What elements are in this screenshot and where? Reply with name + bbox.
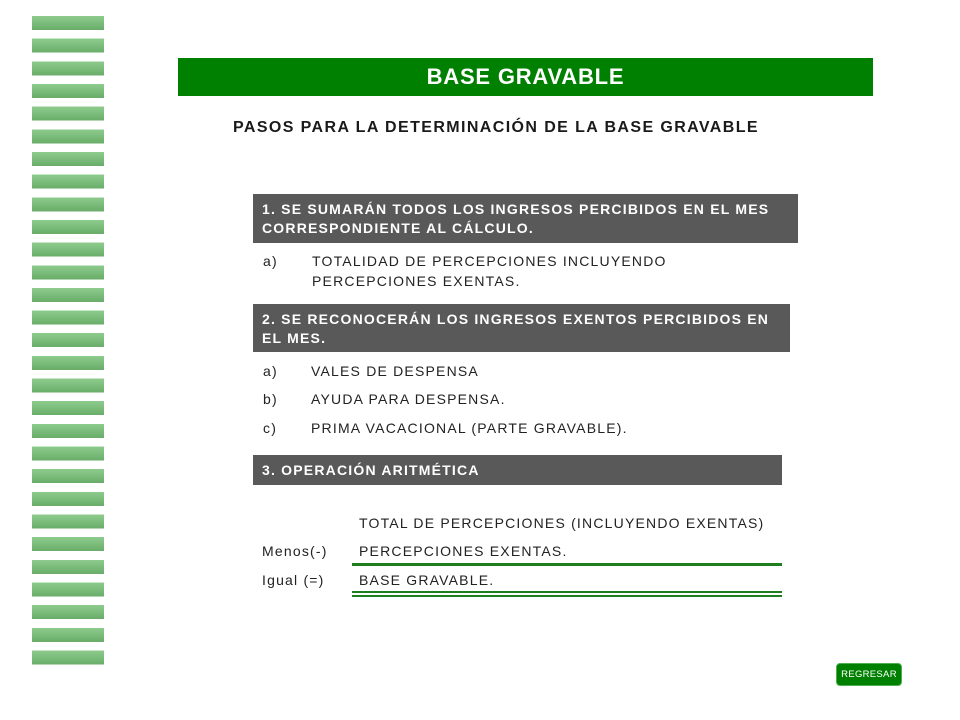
operation-minus-operator: Menos(-) bbox=[262, 543, 328, 559]
step-2-item-c-text: PRIMA VACACIONAL (PARTE GRAVABLE). bbox=[311, 420, 628, 436]
step-2-item-c-marker: c) bbox=[263, 420, 278, 436]
step-1-item-a-marker: a) bbox=[263, 253, 278, 269]
step-2-item-a-marker: a) bbox=[263, 363, 278, 379]
operation-minus-text: PERCEPCIONES EXENTAS. bbox=[359, 543, 568, 559]
step-2-header bbox=[253, 304, 790, 352]
back-button[interactable] bbox=[836, 663, 902, 686]
step-3-heading: 3. OPERACIÓN ARITMÉTICA bbox=[262, 462, 480, 478]
step-2-item-b-text: AYUDA PARA DESPENSA. bbox=[311, 391, 506, 407]
subtraction-rule bbox=[352, 563, 782, 566]
title-bar bbox=[178, 58, 873, 96]
step-1-item-a-text: TOTALIDAD DE PERCEPCIONES INCLUYENDO PERCEPCIONES EXENTAS. bbox=[312, 253, 667, 289]
operation-equals-operator: Igual (=) bbox=[262, 572, 325, 588]
step-2-item-a-text: VALES DE DESPENSA bbox=[311, 363, 479, 379]
page-title: BASE GRAVABLE bbox=[426, 64, 625, 89]
subtitle: PASOS PARA LA DETERMINACIÓN DE LA BASE GRAVABLE bbox=[233, 119, 759, 136]
decorative-stripes bbox=[32, 16, 104, 666]
result-double-rule bbox=[352, 591, 782, 597]
step-1-heading: 1. SE SUMARÁN TODOS LOS INGRESOS PERCIBIDOS EN EL MES CORRESPONDIENTE AL CÁLCULO. bbox=[262, 201, 770, 236]
operation-total-text: TOTAL DE PERCEPCIONES (INCLUYENDO EXENTAS) bbox=[359, 515, 765, 531]
back-button-label: REGRESAR bbox=[841, 669, 897, 680]
step-2-heading: 2. SE RECONOCERÁN LOS INGRESOS EXENTOS PERCIBIDOS EN EL MES. bbox=[262, 311, 770, 346]
step-2-item-b-marker: b) bbox=[263, 391, 278, 407]
operation-result-text: BASE GRAVABLE. bbox=[359, 572, 495, 588]
step-3-header bbox=[253, 455, 782, 485]
step-1-header bbox=[253, 194, 798, 243]
